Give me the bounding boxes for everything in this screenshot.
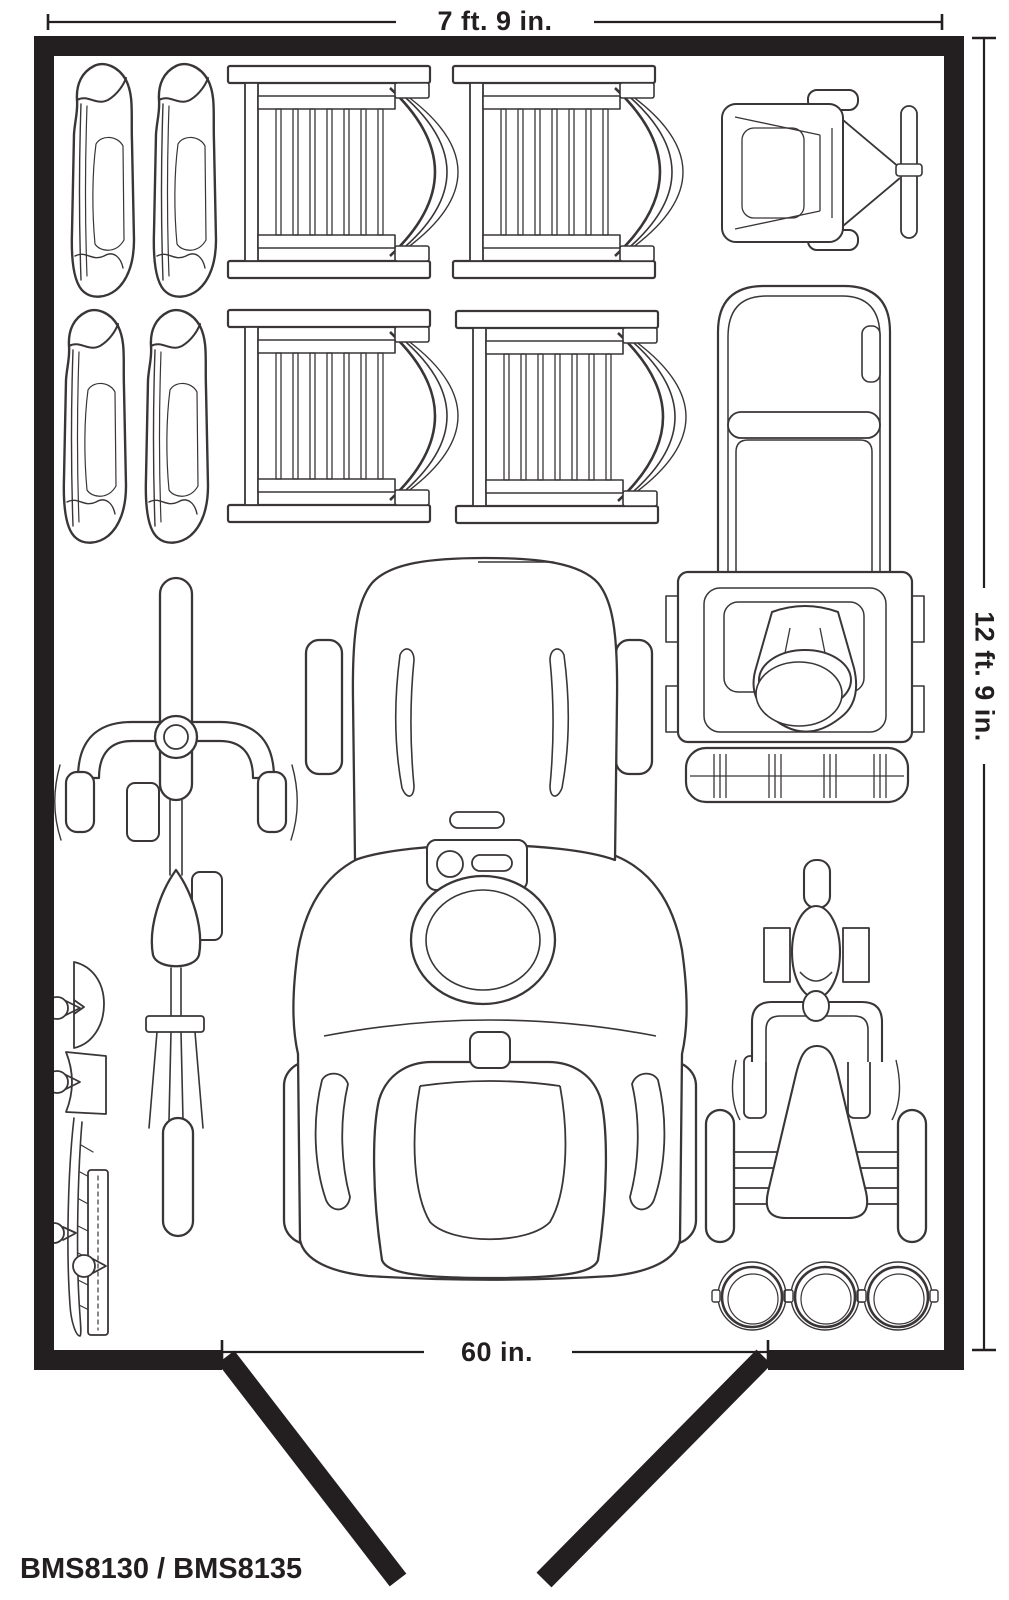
door-left — [226, 1357, 398, 1580]
model-number-label: BMS8130 / BMS8135 — [20, 1553, 303, 1585]
door-right — [544, 1357, 764, 1580]
folding-chair-icon — [228, 310, 458, 522]
sled-pair-top — [72, 64, 216, 297]
garden-tool-icon — [46, 962, 104, 1048]
sled-icon — [154, 64, 216, 297]
door-dimension-label: 60 in. — [460, 1337, 534, 1367]
bucket-icon — [785, 1262, 865, 1330]
items-layer — [44, 64, 938, 1336]
depth-dimension-label: 12 ft. 9 in. — [969, 611, 1000, 742]
riding-mower-icon — [284, 558, 696, 1280]
bicycle-icon — [55, 578, 297, 1236]
buckets — [712, 1262, 938, 1330]
folding-chair-icon — [456, 311, 686, 523]
tricycle-icon — [706, 860, 926, 1242]
sled-icon — [64, 310, 126, 543]
width-dimension-label: 7 ft. 9 in. — [437, 6, 553, 36]
bucket-icon — [712, 1262, 792, 1330]
garden-tool-icon — [46, 1052, 106, 1114]
wheelbarrow-icon — [722, 90, 922, 250]
sled-icon — [146, 310, 208, 543]
doors — [226, 1357, 764, 1580]
sled-icon — [72, 64, 134, 297]
folding-chair-icon — [228, 66, 458, 278]
snow-blower-icon — [666, 286, 924, 802]
folding-chair-icon — [453, 66, 683, 278]
bucket-icon — [858, 1262, 938, 1330]
sled-pair-bottom — [64, 310, 208, 543]
